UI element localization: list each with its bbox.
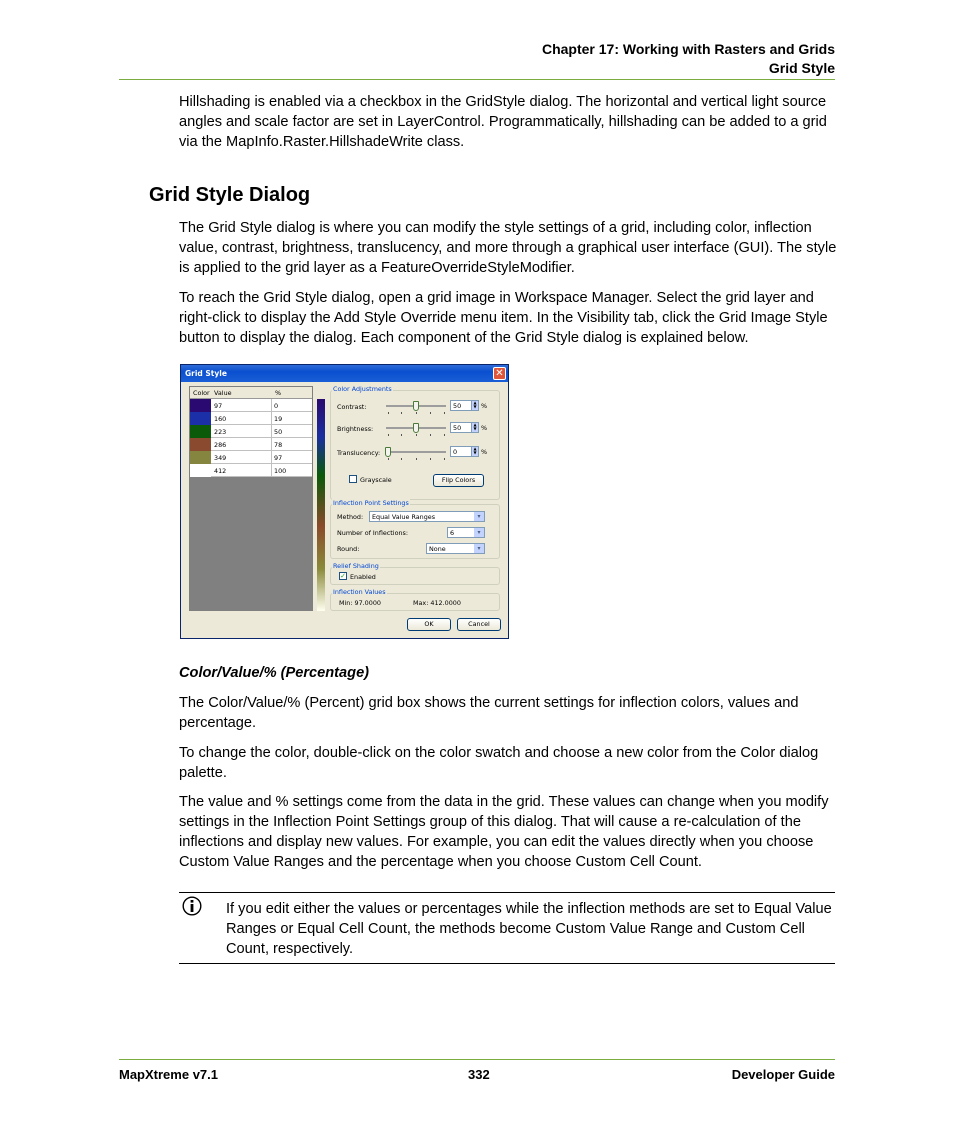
translucency-value: 0: [453, 448, 458, 456]
relief-shading-legend: Relief Shading: [333, 562, 379, 570]
grayscale-label: Grayscale: [360, 476, 392, 484]
grid-header-value: Value: [214, 389, 232, 397]
percent-sign: %: [481, 402, 488, 410]
grid-header-color: Color: [193, 389, 210, 397]
spin-arrows-icon[interactable]: ▲ ▼: [471, 423, 478, 432]
color-swatch[interactable]: [190, 412, 211, 425]
brightness-spinner[interactable]: [450, 422, 479, 433]
enabled-checkbox[interactable]: ✓: [340, 572, 346, 580]
grid-style-dialog-screenshot: [180, 364, 509, 639]
inflection-settings-legend: Inflection Point Settings: [333, 499, 409, 507]
chevron-down-icon[interactable]: ▾: [474, 528, 484, 537]
contrast-spinner[interactable]: [450, 400, 479, 411]
grid-percent: 0: [274, 402, 279, 410]
color-swatch[interactable]: [190, 425, 211, 438]
brightness-label: Brightness:: [337, 425, 374, 433]
color-ramp-preview: [317, 399, 325, 611]
translucency-label: Translucency:: [337, 449, 381, 457]
ok-button[interactable]: OK: [407, 618, 451, 631]
round-label: Round:: [337, 545, 360, 553]
dialog-title: Grid Style: [181, 365, 508, 382]
table-row[interactable]: [190, 451, 312, 464]
footer-rule: [119, 1059, 835, 1060]
method-value: Equal Value Ranges: [372, 513, 436, 521]
intro-paragraph: Hillshading is enabled via a checkbox in the GridStyle dialog. The horizontal and vertical light source angles and scale factor are set in LayerControl. Programmatically, hillshading can be added to a grid via the MapInfo.Raster.HillshadeWrite class.: [179, 94, 827, 150]
contrast-label: Contrast:: [337, 403, 367, 411]
subsection-paragraph-3: The value and % settings come from the data in the grid. These values can change when you modify settings in the Inflection Point Settings group of this dialog. That will cause a re-calculation of the inflections and display new values. For example, you can edit the values directly when you choose Custom Value Ranges and the percentage when you choose Custom Cell Count.: [179, 794, 829, 870]
footer-product: MapXtreme v7.1: [119, 1067, 218, 1082]
color-value-grid[interactable]: [189, 386, 313, 611]
section-title: Grid Style Dialog: [149, 184, 311, 206]
grid-percent: 19: [274, 415, 283, 423]
grid-value: 412: [214, 467, 227, 475]
min-value-text: Min: 97.0000: [339, 599, 381, 607]
grid-value: 349: [214, 454, 227, 462]
grid-percent: 100: [274, 467, 287, 475]
color-swatch[interactable]: [190, 464, 211, 477]
grid-value: 223: [214, 428, 227, 436]
note-top-rule: [179, 892, 835, 893]
num-inflections-label: Number of Inflections:: [337, 529, 409, 537]
percent-sign: %: [481, 424, 488, 432]
section-paragraph-1: The Grid Style dialog is where you can modify the style settings of a grid, including color, inflection value, contrast, brightness, translucency, and more through a graphical user interface (GUI). The style is applied to the grid layer as a FeatureOverrideStyleModifier.: [179, 220, 837, 276]
translucency-slider[interactable]: [386, 451, 446, 453]
contrast-slider-thumb[interactable]: [413, 401, 419, 411]
spin-arrows-icon[interactable]: ▲ ▼: [471, 401, 478, 410]
num-inflections-select[interactable]: [447, 527, 485, 538]
inflection-values-legend: Inflection Values: [333, 588, 386, 596]
grid-value: 286: [214, 441, 227, 449]
table-row[interactable]: [190, 425, 312, 438]
chapter-heading: Chapter 17: Working with Rasters and Grids: [541, 41, 835, 57]
footer-guide: Developer Guide: [731, 1067, 835, 1082]
section-paragraph-2: To reach the Grid Style dialog, open a grid image in Workspace Manager. Select the grid layer and right-click to display the Add Style Override menu item. In the Visibility tab, click the Grid Image Style button to display the dialog. Each component of the Grid Style dialog is explained below.: [179, 290, 828, 346]
subsection-title: Color/Value/% (Percentage): [179, 665, 370, 681]
grid-percent: 97: [274, 454, 283, 462]
enabled-label: Enabled: [350, 573, 376, 581]
note-text: If you edit either the values or percentages while the inflection methods are set to Equal Value Ranges or Equal Cell Count, the methods become Custom Value Range and Custom Cell Count, respectively.: [226, 901, 832, 957]
color-swatch[interactable]: [190, 451, 211, 464]
chevron-down-icon[interactable]: ▾: [474, 544, 484, 553]
grid-percent: 50: [274, 428, 283, 436]
translucency-slider-thumb[interactable]: [385, 447, 391, 457]
round-select[interactable]: [426, 543, 485, 554]
round-value: None: [429, 545, 446, 553]
table-row[interactable]: [190, 399, 312, 412]
table-row[interactable]: [190, 464, 312, 477]
page-number: 332: [468, 1067, 490, 1082]
grid-header: [190, 387, 312, 399]
color-adjustments-legend: Color Adjustments: [333, 385, 392, 393]
chevron-down-icon[interactable]: ▾: [474, 512, 484, 521]
color-swatch[interactable]: [190, 438, 211, 451]
info-icon: [182, 896, 202, 916]
grid-percent: 78: [274, 441, 283, 449]
max-value-text: Max: 412.0000: [413, 599, 461, 607]
grid-value: 97: [214, 402, 223, 410]
grayscale-checkbox[interactable]: [349, 475, 357, 483]
table-row[interactable]: [190, 438, 312, 451]
grid-value: 160: [214, 415, 227, 423]
note-bottom-rule: [179, 963, 835, 964]
color-swatch[interactable]: [190, 399, 211, 412]
method-label: Method:: [337, 513, 364, 521]
close-icon[interactable]: ✕: [493, 367, 506, 380]
brightness-slider-thumb[interactable]: [413, 423, 419, 433]
cancel-button[interactable]: Cancel: [457, 618, 501, 631]
brightness-value: 50: [453, 424, 462, 432]
table-row[interactable]: [190, 412, 312, 425]
num-inflections-value: 6: [450, 529, 455, 537]
flip-colors-button[interactable]: Flip Colors: [433, 474, 484, 487]
translucency-spinner[interactable]: [450, 446, 479, 457]
percent-sign: %: [481, 448, 488, 456]
header-rule: [119, 79, 835, 80]
subsection-paragraph-2: To change the color, double-click on the color swatch and choose a new color from the Color dialog palette.: [179, 745, 819, 781]
contrast-value: 50: [453, 402, 462, 410]
method-select[interactable]: [369, 511, 485, 522]
section-heading: Grid Style: [768, 60, 835, 76]
spin-arrows-icon[interactable]: ▲ ▼: [471, 447, 478, 456]
grid-header-percent: %: [275, 389, 282, 397]
subsection-paragraph-1: The Color/Value/% (Percent) grid box shows the current settings for inflection colors, values and percentage.: [179, 695, 799, 731]
